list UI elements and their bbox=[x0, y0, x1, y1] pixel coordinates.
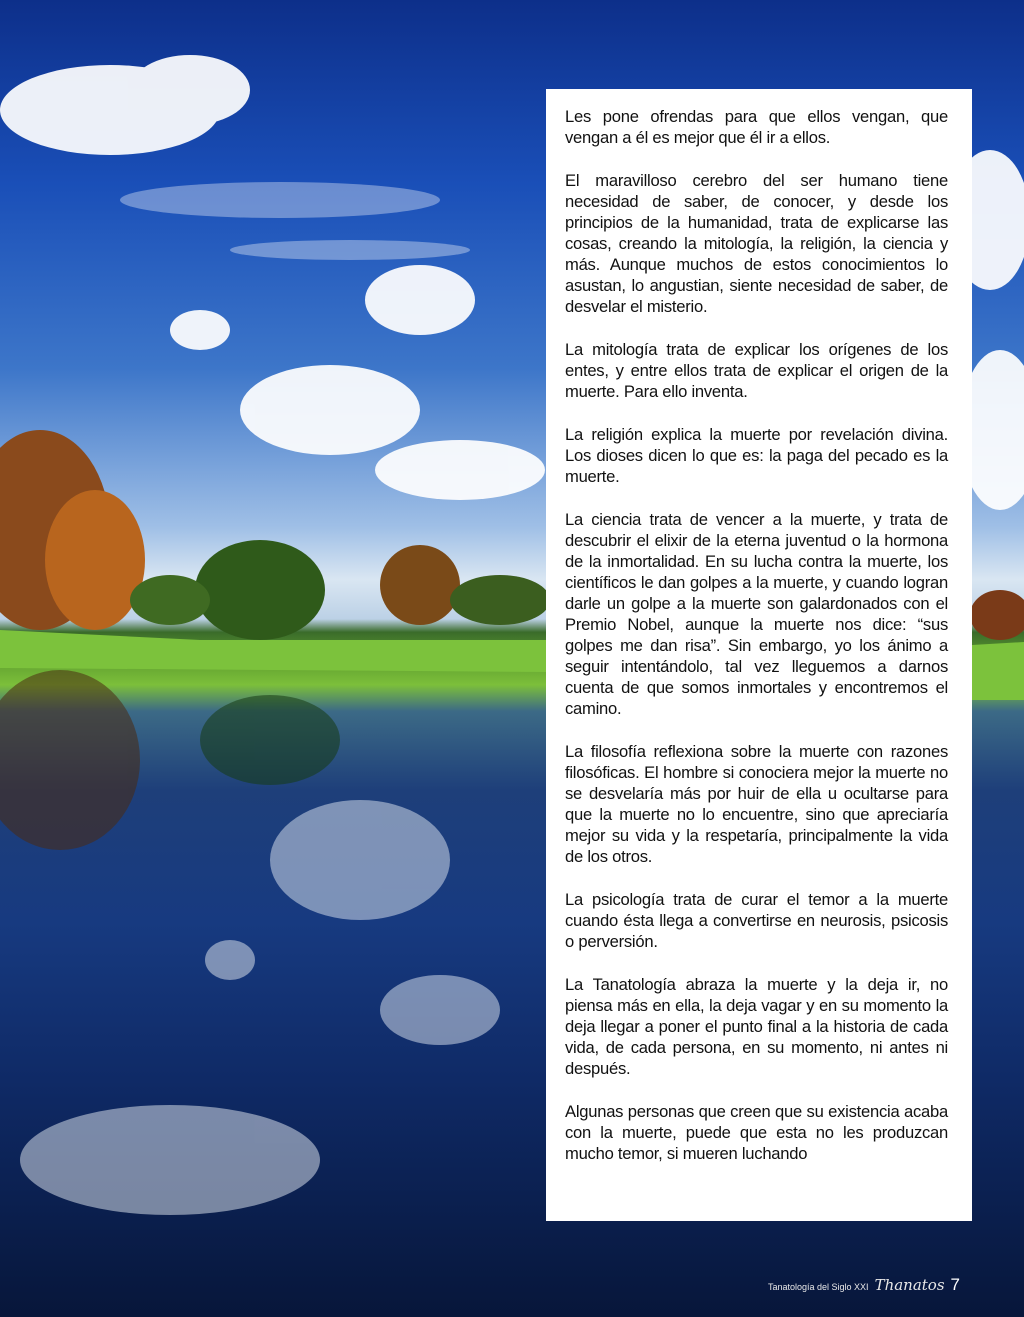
paragraph: El maravilloso cerebro del ser humano tiene necesidad de saber, de conocer, y desde los principios de la humanidad, trata de explicarse las cosas, creando la mitología, la religión, la ciencia y más. Aunque muchos de estos conocimientos lo asustan, lo angustian, siente necesidad de saber, de desvelar el misterio. bbox=[565, 171, 948, 316]
paragraph: Algunas personas que creen que su existencia acaba con la muerte, puede que esta no les produzcan mucho temor, si mueren luchando bbox=[565, 1102, 948, 1163]
paragraph: La Tanatología abraza la muerte y la deja ir, no piensa más en ella, la deja vagar y en su momento la deja llegar a poner el punto final a la historia de cada vida, de cada persona, en su momento, ni antes ni después. bbox=[565, 975, 948, 1078]
page-footer bbox=[768, 1275, 960, 1301]
publication-name: Tanatología del Siglo XXI bbox=[767, 1282, 869, 1292]
article-text-panel bbox=[546, 89, 972, 1221]
paragraph: Les pone ofrendas para que ellos vengan, que vengan a él es mejor que él ir a ellos. bbox=[565, 107, 948, 147]
paragraph: La mitología trata de explicar los orígenes de los entes, y entre ellos trata de explicar el origen de la muerte. Para ello inventa. bbox=[565, 340, 948, 401]
paragraph: La religión explica la muerte por revelación divina. Los dioses dicen lo que es: la paga del pecado es la muerte. bbox=[565, 425, 948, 486]
paragraph: La ciencia trata de vencer a la muerte, y trata de descubrir el elixir de la eterna juventud o la hormona de la inmortalidad. En su lucha contra la muerte, los científicos le dan golpes a la muerte, y cuando logran darle un golpe a la muerte son galardonados con el Premio Nobel, aunque la muerte nos dice: “sus golpes me dan risa”. Sin embargo, yo los ánimo a seguir intentándolo, tal vez lleguemos a darnos cuenta de que somos inmortales y encontremos el camino. bbox=[565, 510, 948, 718]
page-number: 7 bbox=[950, 1275, 960, 1294]
paragraph: La filosofía reflexiona sobre la muerte con razones filosóficas. El hombre si conociera mejor la muerte no se desvelaría más por huir de ella u ocultarse para que la muerte no lo encuentre, sino que apreciaría mejor su vida y la respetaría, principalmente la vida de los otros. bbox=[565, 742, 948, 866]
paragraph: La psicología trata de curar el temor a la muerte cuando ésta llega a convertirse en neurosis, psicosis o perversión. bbox=[565, 890, 948, 951]
brand-logo: Thanatos bbox=[874, 1276, 945, 1294]
